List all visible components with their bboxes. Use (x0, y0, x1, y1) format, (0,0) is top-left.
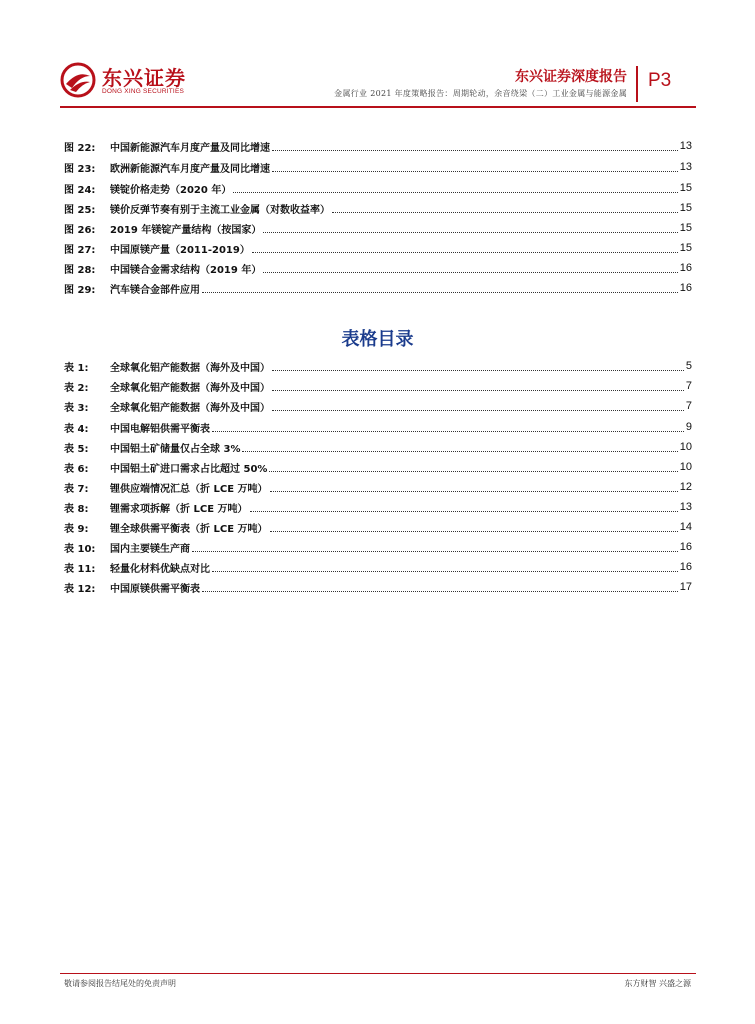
entry-number: 表 8: (64, 503, 89, 515)
entry-title: 全球氧化铝产能数据（海外及中国） (110, 382, 270, 394)
entry-page: 17 (679, 581, 692, 593)
entry-number: 表 12: (64, 583, 96, 595)
disclaimer-note: 敬请参阅报告结尾处的免责声明 (64, 979, 176, 988)
entry-page: 5 (685, 360, 692, 372)
dot-leader (269, 463, 677, 472)
toc-entry[interactable] (64, 259, 692, 277)
toc-entry[interactable] (64, 179, 692, 197)
toc-entry[interactable] (64, 498, 692, 516)
entry-page: 16 (679, 541, 692, 553)
entry-title: 欧洲新能源汽车月度产量及同比增速 (110, 163, 270, 175)
toc-entry[interactable] (64, 279, 692, 297)
entry-title: 中国原镁产量（2011-2019） (110, 244, 250, 256)
entry-title: 镁锭价格走势（2020 年） (110, 184, 232, 196)
entry-number: 表 11: (64, 563, 96, 575)
entry-title: 2019 年镁锭产量结构（按国家） (110, 224, 262, 236)
entry-page: 10 (679, 441, 692, 453)
toc-entry[interactable] (64, 438, 692, 456)
entry-page: 14 (679, 521, 692, 533)
logo-text-en: DONG XING SECURITIES (102, 88, 185, 95)
entry-page: 13 (679, 140, 692, 152)
dot-leader (272, 402, 684, 411)
entry-number: 图 22: (64, 142, 96, 154)
dot-leader (250, 503, 678, 512)
entry-page: 13 (679, 501, 692, 513)
dot-leader (263, 224, 677, 233)
entry-title: 中国电解铝供需平衡表 (110, 423, 210, 435)
entry-title: 锂全球供需平衡表（折 LCE 万吨） (110, 523, 268, 535)
company-slogan: 东方财智 兴盛之源 (624, 979, 691, 988)
company-logo (60, 60, 190, 102)
entry-number: 表 6: (64, 463, 89, 475)
dot-leader (272, 142, 678, 151)
dot-leader (202, 284, 678, 293)
entry-page: 7 (685, 380, 692, 392)
entry-page: 10 (679, 461, 692, 473)
entry-page: 16 (679, 262, 692, 274)
toc-entry[interactable] (64, 518, 692, 536)
entry-number: 图 23: (64, 163, 96, 175)
toc-entry[interactable] (64, 538, 692, 556)
dot-leader (192, 543, 678, 552)
toc-entry[interactable] (64, 199, 692, 217)
toc-entry[interactable] (64, 357, 692, 375)
entry-title: 锂需求项拆解（折 LCE 万吨） (110, 503, 248, 515)
entry-title: 中国铝土矿储量仅占全球 3% (110, 443, 241, 455)
entry-number: 图 24: (64, 184, 96, 196)
entry-title: 全球氧化铝产能数据（海外及中国） (110, 362, 270, 374)
entry-number: 表 5: (64, 443, 89, 455)
dot-leader (242, 443, 677, 452)
page-number: P3 (648, 70, 672, 91)
entry-page: 9 (685, 421, 692, 433)
dot-leader (270, 523, 678, 532)
dot-leader (202, 583, 678, 592)
entry-number: 图 28: (64, 264, 96, 276)
dot-leader (272, 362, 684, 371)
toc-entry[interactable] (64, 158, 692, 176)
header-rule (60, 106, 696, 108)
entry-number: 表 3: (64, 402, 89, 414)
entry-title: 中国镁合金需求结构（2019 年） (110, 264, 262, 276)
toc-entry[interactable] (64, 137, 692, 155)
dot-leader (263, 264, 677, 273)
entry-page: 15 (679, 202, 692, 214)
page-header (0, 0, 755, 110)
entry-number: 图 25: (64, 204, 96, 216)
toc-entry[interactable] (64, 578, 692, 596)
toc-entry[interactable] (64, 558, 692, 576)
dot-leader (252, 244, 678, 253)
logo-text-cn: 东兴证券 (102, 66, 186, 90)
toc-entry[interactable] (64, 239, 692, 257)
report-subtitle: 金属行业 2021 年度策略报告：周期轮动，余音绕梁（二）工业金属与能源金属 (334, 89, 627, 98)
entry-number: 表 1: (64, 362, 89, 374)
entry-title: 全球氧化铝产能数据（海外及中国） (110, 402, 270, 414)
dot-leader (272, 163, 678, 172)
entry-page: 7 (685, 400, 692, 412)
entry-number: 表 7: (64, 483, 89, 495)
entry-title: 中国铝土矿进口需求占比超过 50% (110, 463, 268, 475)
entry-page: 12 (679, 481, 692, 493)
dot-leader (212, 423, 684, 432)
entry-page: 13 (679, 161, 692, 173)
entry-number: 表 9: (64, 523, 89, 535)
tables-heading: 表格目录 (341, 329, 414, 350)
entry-number: 图 29: (64, 284, 96, 296)
toc-entry[interactable] (64, 478, 692, 496)
toc-entry[interactable] (64, 397, 692, 415)
entry-number: 表 4: (64, 423, 89, 435)
entry-number: 图 27: (64, 244, 96, 256)
dot-leader (272, 382, 684, 391)
header-divider (636, 66, 638, 102)
dot-leader (212, 563, 678, 572)
dot-leader (332, 204, 678, 213)
entry-title: 锂供应端情况汇总（折 LCE 万吨） (110, 483, 268, 495)
toc-entry[interactable] (64, 219, 692, 237)
entry-number: 表 2: (64, 382, 89, 394)
toc-entry[interactable] (64, 418, 692, 436)
entry-number: 图 26: (64, 224, 96, 236)
entry-title: 镁价反弹节奏有别于主流工业金属（对数收益率） (110, 204, 330, 216)
logo-mark-icon (60, 62, 96, 98)
footer-rule (60, 973, 696, 974)
entry-page: 15 (679, 242, 692, 254)
entry-title: 汽车镁合金部件应用 (110, 284, 200, 296)
entry-number: 表 10: (64, 543, 96, 555)
report-type: 东兴证券深度报告 (515, 69, 627, 85)
toc-entry[interactable] (64, 377, 692, 395)
entry-page: 15 (679, 222, 692, 234)
entry-title: 国内主要镁生产商 (110, 543, 190, 555)
entry-title: 轻量化材料优缺点对比 (110, 563, 210, 575)
entry-title: 中国原镁供需平衡表 (110, 583, 200, 595)
entry-page: 16 (679, 282, 692, 294)
dot-leader (270, 483, 678, 492)
entry-page: 15 (679, 182, 692, 194)
entry-title: 中国新能源汽车月度产量及同比增速 (110, 142, 270, 154)
entry-page: 16 (679, 561, 692, 573)
dot-leader (233, 184, 677, 193)
toc-entry[interactable] (64, 458, 692, 476)
